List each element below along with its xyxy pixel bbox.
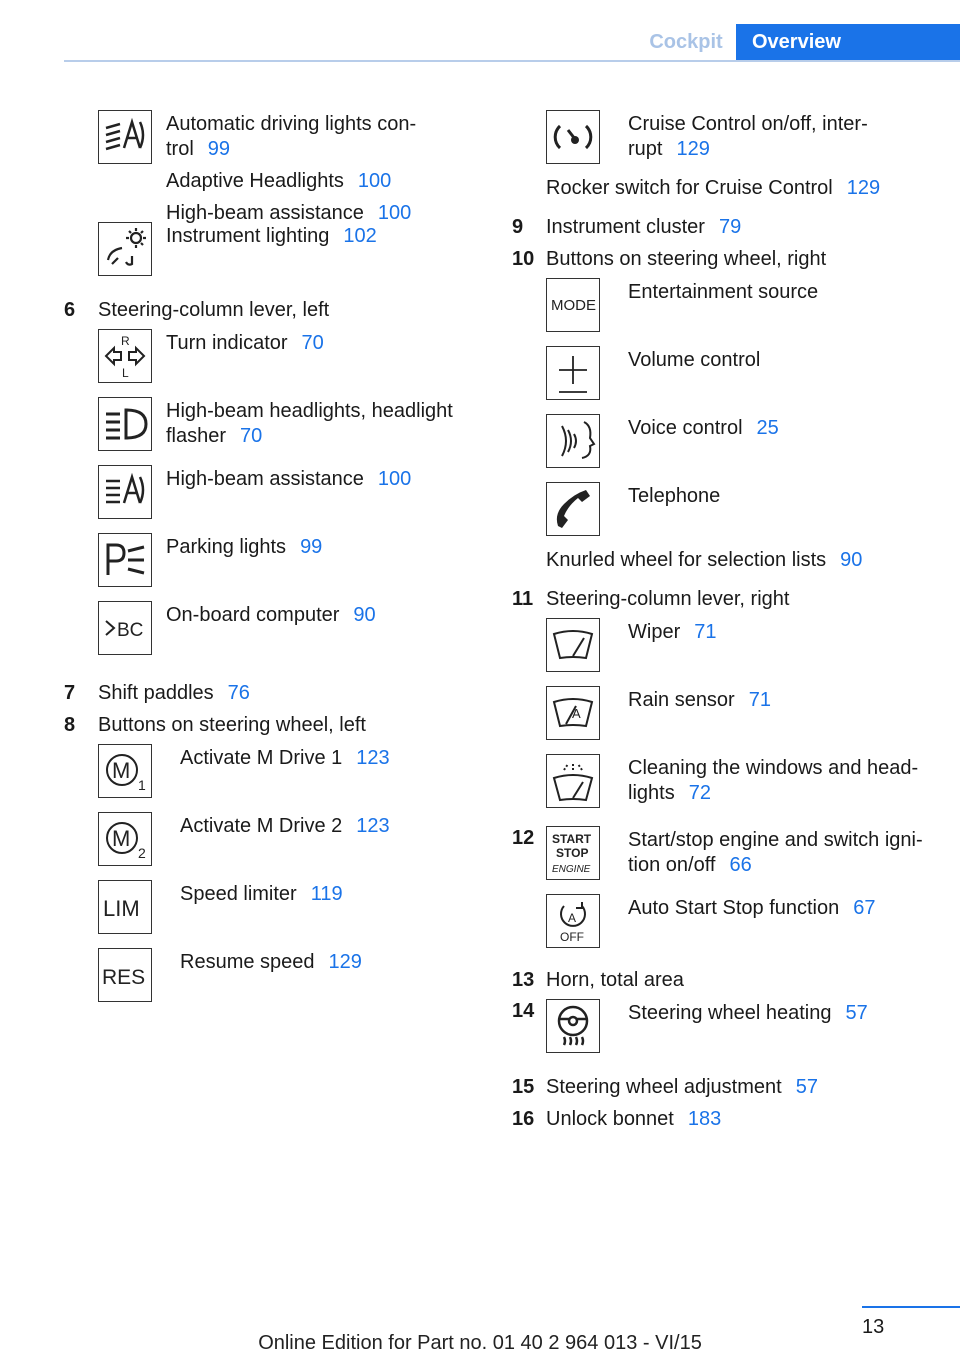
item-number: 9 — [512, 216, 524, 238]
item-number: 8 — [64, 714, 76, 736]
one-glyph: 1 — [138, 777, 146, 793]
item-label: Turn indicator — [166, 332, 288, 354]
page-link[interactable]: 70 — [301, 332, 324, 354]
speed-limiter-icon — [98, 880, 152, 934]
item-label: On-board computer — [166, 604, 340, 626]
page-number: 13 — [862, 1316, 885, 1338]
start-stop-icon — [546, 826, 600, 880]
page-link[interactable]: 71 — [694, 621, 717, 643]
item-label: Resume speed — [180, 951, 315, 973]
item-number: 15 — [512, 1076, 535, 1098]
high-beam-icon — [98, 397, 152, 451]
item-label: rupt — [628, 138, 663, 160]
onboard-computer-icon — [98, 601, 152, 655]
item-label: High-beam headlights, headlight — [166, 400, 453, 422]
item-label: Speed limiter — [180, 883, 297, 905]
item-label: Adaptive Headlights — [166, 170, 344, 192]
page-link[interactable]: 57 — [795, 1076, 818, 1098]
item-number: 12 — [512, 827, 535, 849]
right-column — [512, 110, 932, 1138]
item-label: Volume control — [628, 349, 761, 371]
tab-overview[interactable]: Overview — [736, 24, 960, 61]
page-link[interactable]: 123 — [356, 815, 390, 837]
page-link[interactable]: 70 — [240, 425, 263, 447]
item-label: Automatic driving lights con- — [166, 113, 417, 135]
m-glyph: M — [112, 758, 131, 783]
page-link[interactable]: 119 — [310, 883, 343, 905]
left-column — [64, 110, 484, 1002]
section-title: Buttons on steering wheel, left — [98, 714, 366, 736]
page-link[interactable]: 129 — [676, 138, 710, 160]
res-glyph: RES — [102, 966, 146, 989]
auto-a-glyph: A — [568, 911, 577, 925]
item-label: Cleaning the windows and head- — [628, 757, 919, 779]
list-item — [546, 346, 932, 400]
list-item — [98, 397, 484, 451]
turn-l-glyph: L — [122, 366, 129, 379]
item-label: Wiper — [628, 621, 681, 643]
item-label: flasher — [166, 425, 227, 447]
section-title: Steering-column lever, right — [546, 588, 790, 610]
item-number: 13 — [512, 969, 535, 991]
page-link[interactable]: 72 — [688, 782, 711, 804]
header-rule — [64, 60, 960, 62]
item-label: High-beam assistance — [166, 202, 364, 224]
instrument-lighting-icon — [98, 222, 152, 276]
turn-r-glyph: R — [121, 334, 130, 348]
m-drive-2-icon — [98, 812, 152, 866]
item-label: Activate M Drive 2 — [180, 815, 343, 837]
item-number: 6 — [64, 299, 76, 321]
page-link[interactable]: 129 — [328, 951, 362, 973]
list-item — [546, 110, 932, 164]
item-label: tion on/off — [628, 854, 716, 876]
list-item — [546, 278, 932, 332]
auto-lights-icon — [98, 110, 152, 164]
list-item — [546, 176, 932, 201]
item-label: Rain sensor — [628, 689, 735, 711]
m-drive-1-icon — [98, 744, 152, 798]
cruise-control-icon — [546, 110, 600, 164]
item-number: 11 — [512, 588, 534, 610]
rain-a-glyph: A — [572, 706, 581, 721]
high-beam-assist-icon — [98, 465, 152, 519]
engine-glyph: ENGINE — [552, 864, 591, 875]
page-link[interactable]: 71 — [748, 689, 771, 711]
page-link[interactable]: 67 — [853, 897, 876, 919]
item-number: 14 — [512, 1000, 535, 1022]
item-label: Start/stop engine and switch igni- — [628, 829, 923, 851]
list-item — [98, 110, 484, 226]
list-item — [546, 548, 932, 573]
resume-speed-icon — [98, 948, 152, 1002]
steering-wheel-heating-icon — [546, 999, 600, 1053]
section-title: Horn, total area — [546, 969, 684, 991]
item-label: Knurled wheel for selection lists — [546, 549, 827, 571]
telephone-icon — [546, 482, 600, 536]
page-link[interactable]: 76 — [227, 682, 250, 704]
turn-indicator-icon — [98, 329, 152, 383]
section-title: Buttons on steering wheel, right — [546, 248, 827, 270]
item-label: Entertainment source — [628, 281, 819, 303]
item-label: Activate M Drive 1 — [180, 747, 343, 769]
page-link[interactable]: 90 — [840, 549, 863, 571]
list-item — [98, 744, 484, 798]
item-label: High-beam assistance — [166, 468, 364, 490]
page-link[interactable]: 100 — [377, 202, 412, 224]
item-number: 10 — [512, 248, 535, 270]
item-label: Rocker switch for Cruise Control — [546, 177, 833, 199]
list-item — [98, 601, 484, 655]
item-label: Voice control — [628, 417, 743, 439]
start-glyph: START — [552, 832, 592, 846]
item-label: Auto Start Stop function — [628, 897, 840, 919]
volume-icon — [546, 346, 600, 400]
list-item — [546, 414, 932, 468]
page-link[interactable]: 99 — [207, 138, 231, 160]
page-link[interactable]: 66 — [729, 854, 752, 876]
list-item — [98, 222, 484, 276]
item-label: lights — [628, 782, 675, 804]
list-item — [546, 686, 932, 740]
section-title: Steering-column lever, left — [98, 299, 330, 321]
rain-sensor-icon — [546, 686, 600, 740]
list-item — [98, 465, 484, 519]
item-label: Instrument lighting — [166, 225, 330, 247]
list-item — [546, 754, 932, 808]
page-number-rule — [862, 1306, 960, 1308]
section-title: Unlock bonnet — [546, 1108, 674, 1130]
washer-icon — [546, 754, 600, 808]
list-item — [546, 618, 932, 672]
item-label: Cruise Control on/off, inter- — [628, 113, 868, 135]
page-link[interactable]: 123 — [356, 747, 390, 769]
off-glyph: OFF — [560, 930, 584, 944]
lim-glyph: LIM — [103, 896, 140, 921]
item-label: Telephone — [628, 485, 721, 507]
tab-cockpit[interactable]: Cockpit — [649, 31, 723, 53]
page-link[interactable]: 57 — [845, 1002, 868, 1024]
page-link[interactable]: 79 — [718, 216, 742, 238]
page-link[interactable]: 99 — [300, 536, 323, 558]
voice-control-icon — [546, 414, 600, 468]
item-label: Steering wheel heating — [628, 1002, 832, 1024]
two-glyph: 2 — [138, 845, 146, 861]
list-item — [98, 812, 484, 866]
list-item — [546, 482, 932, 536]
page-link[interactable]: 100 — [357, 170, 392, 192]
list-item — [546, 894, 932, 948]
item-number: 16 — [512, 1108, 535, 1130]
list-item — [98, 880, 484, 934]
page-link[interactable]: 90 — [353, 604, 376, 626]
section-title: Instrument cluster — [546, 216, 705, 238]
m-glyph: M — [112, 826, 131, 851]
parking-lights-icon — [98, 533, 152, 587]
bc-glyph: BC — [117, 620, 144, 641]
page-link[interactable]: 102 — [343, 225, 377, 247]
mode-glyph: MODE — [551, 297, 596, 314]
page-link[interactable]: 100 — [377, 468, 412, 490]
item-number: 7 — [64, 682, 76, 704]
section-title: Shift paddles — [98, 682, 214, 704]
page-link[interactable]: 183 — [687, 1108, 722, 1130]
item-label: Parking lights — [166, 536, 287, 558]
list-item — [98, 533, 484, 587]
list-item — [98, 948, 484, 1002]
item-label: trol — [166, 138, 194, 160]
list-item — [98, 329, 484, 383]
section-title: Steering wheel adjustment — [546, 1076, 782, 1098]
wiper-icon — [546, 618, 600, 672]
page-link[interactable]: 129 — [846, 177, 881, 199]
footer-edition: Online Edition for Part no. 01 40 2 964 013 - VI/15 — [258, 1332, 702, 1354]
stop-glyph: STOP — [556, 846, 589, 860]
page-link[interactable]: 25 — [756, 417, 779, 439]
mode-icon — [546, 278, 600, 332]
auto-start-stop-icon — [546, 894, 600, 948]
